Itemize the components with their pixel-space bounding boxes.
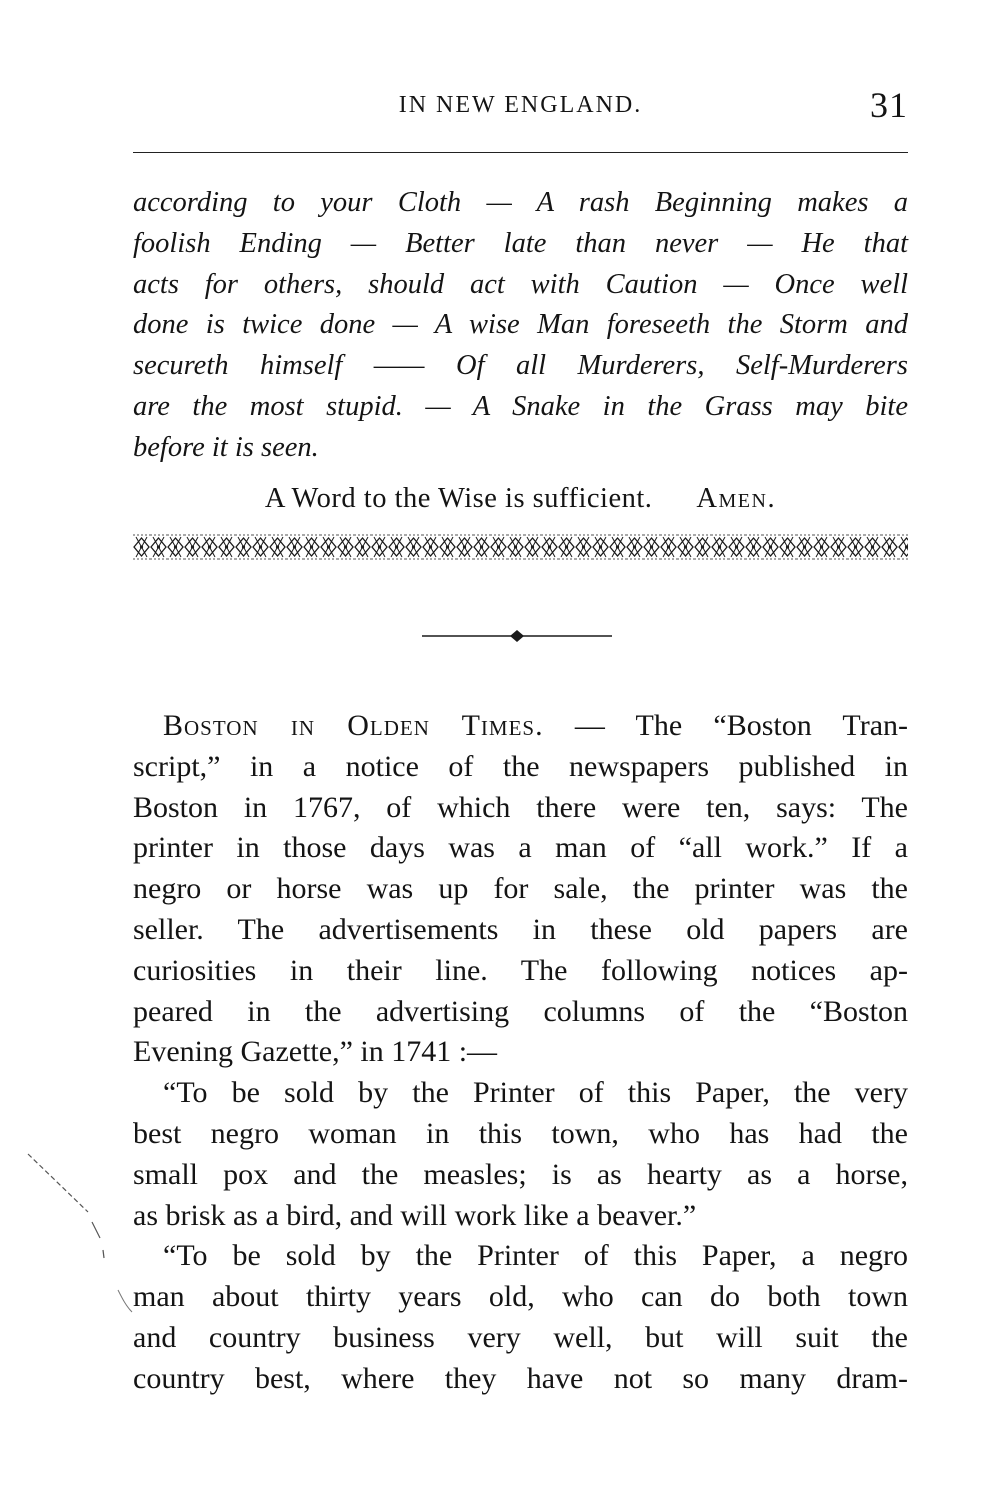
proverbs-block — [133, 183, 908, 469]
proverb-line: before it is seen. — [133, 431, 319, 463]
article-line: seller. The advertisements in these old papers are — [133, 912, 908, 946]
closing-text: A Word to the Wise is sufficient. — [264, 483, 653, 514]
article-line: “To be sold by the Printer of this Paper, the very — [163, 1076, 908, 1110]
article-first-line — [133, 706, 908, 747]
article-block — [133, 706, 908, 1400]
article-line: printer in those days was a man of “all work.” If a — [133, 831, 908, 865]
article-line: as brisk as a bird, and will work like a beaver.” — [133, 1198, 697, 1232]
header-rule — [133, 152, 908, 153]
ornament-band — [133, 534, 908, 560]
proverb-line: secureth himself —— Of all Murderers, Self-Murderers — [133, 350, 908, 382]
closing-line — [133, 483, 908, 515]
proverb-line: according to your Cloth — A rash Beginning makes a — [133, 187, 908, 218]
amen-text: Amen. — [696, 483, 777, 514]
article-line: peared in the advertising columns of the “Boston — [133, 994, 908, 1028]
article-line: negro or horse was up for sale, the printer was the — [133, 872, 908, 906]
article-line: curiosities in their line. The following notices ap- — [133, 953, 908, 987]
article-line: best negro woman in this town, who has had the — [133, 1116, 908, 1150]
article-line: Evening Gazette,” in 1741 :— — [133, 1035, 498, 1069]
ornament-pattern-icon — [133, 534, 908, 560]
article-line: small pox and the measles; is as hearty as a horse, — [133, 1157, 908, 1191]
article-line: Boston in 1767, of which there were ten, says: The — [133, 790, 908, 824]
article-line: and country business very well, but will suit the — [133, 1320, 908, 1354]
proverb-line: done is twice done — A wise Man foreseeth the Storm and — [133, 309, 908, 341]
article-line: “To be sold by the Printer of this Paper, a negro — [163, 1239, 908, 1273]
article-line: man about thirty years old, who can do both town — [133, 1280, 908, 1314]
proverb-line: foolish Ending — Better late than never — He that — [133, 227, 908, 259]
article-line: — The “Boston Tran- — [543, 709, 908, 742]
article-line: country best, where they have not so many dram- — [133, 1361, 908, 1395]
article-heading: Boston in Olden Times. — [163, 709, 544, 742]
proverb-line: are the most stupid. — A Snake in the Grass may bite — [133, 390, 908, 422]
margin-pencil-marks-icon — [0, 1130, 140, 1330]
article-line: script,” in a notice of the newspapers published in — [133, 749, 908, 783]
section-divider-icon — [422, 628, 612, 644]
proverb-line: acts for others, should act with Caution — Once well — [133, 268, 908, 300]
running-head: IN NEW ENGLAND. — [398, 92, 643, 118]
page-number: 31 — [870, 85, 908, 125]
page-header — [133, 84, 908, 134]
